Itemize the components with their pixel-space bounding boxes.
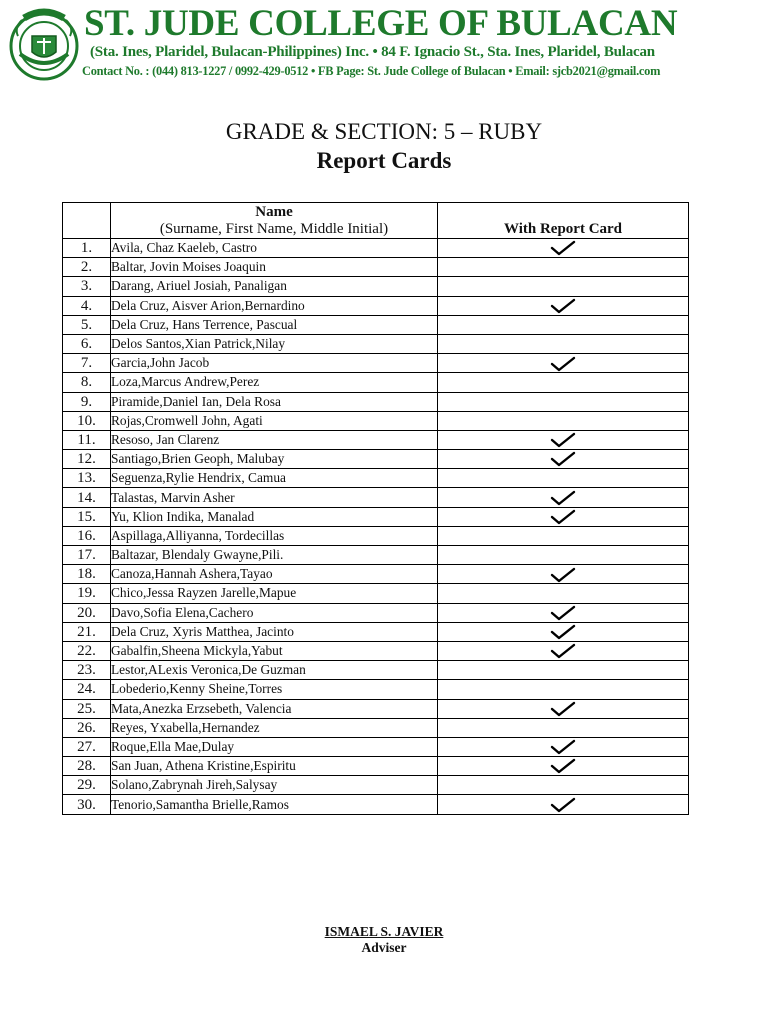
checkmark-icon [550, 240, 576, 256]
row-number: 2. [63, 258, 111, 277]
report-card-status [438, 315, 689, 334]
report-card-status [438, 699, 689, 718]
row-number: 7. [63, 354, 111, 373]
student-roster-table [62, 202, 689, 815]
row-number: 13. [63, 469, 111, 488]
checkmark-icon [550, 797, 576, 813]
report-card-status [438, 277, 689, 296]
row-number: 1. [63, 239, 111, 258]
report-card-status [438, 392, 689, 411]
report-card-status [438, 258, 689, 277]
row-number: 19. [63, 584, 111, 603]
student-name: Lobederio,Kenny Sheine,Torres [111, 680, 438, 699]
table-row [63, 296, 689, 315]
report-title: Report Cards [316, 148, 452, 173]
row-number: 14. [63, 488, 111, 507]
report-card-status [438, 584, 689, 603]
student-name: Solano,Zabrynah Jireh,Salysay [111, 776, 438, 795]
table-row [63, 699, 689, 718]
report-card-status [438, 718, 689, 737]
report-card-status [438, 488, 689, 507]
student-name: Darang, Ariuel Josiah, Panaligan [111, 277, 438, 296]
report-card-status [438, 334, 689, 353]
row-number: 25. [63, 699, 111, 718]
student-name: Gabalfin,Sheena Mickyla,Yabut [111, 641, 438, 660]
report-card-status [438, 469, 689, 488]
student-name: Reyes, Yxabella,Hernandez [111, 718, 438, 737]
checkmark-icon [550, 356, 576, 372]
student-name: Aspillaga,Alliyanna, Tordecillas [111, 526, 438, 545]
row-number: 29. [63, 776, 111, 795]
student-name: Santiago,Brien Geoph, Malubay [111, 450, 438, 469]
checkmark-icon [550, 605, 576, 621]
row-number: 6. [63, 334, 111, 353]
table-row [63, 488, 689, 507]
student-name: Yu, Klion Indika, Manalad [111, 507, 438, 526]
row-number: 10. [63, 411, 111, 430]
row-number: 22. [63, 641, 111, 660]
student-name: Baltar, Jovin Moises Joaquin [111, 258, 438, 277]
checkmark-icon [550, 432, 576, 448]
student-name: Avila, Chaz Kaeleb, Castro [111, 239, 438, 258]
checkmark-icon [550, 643, 576, 659]
student-name: Piramide,Daniel Ian, Dela Rosa [111, 392, 438, 411]
table-row [63, 680, 689, 699]
row-number: 9. [63, 392, 111, 411]
adviser-name-text: ISMAEL S. JAVIER [324, 924, 444, 939]
row-number: 28. [63, 757, 111, 776]
student-name: Lestor,ALexis Veronica,De Guzman [111, 661, 438, 680]
report-card-status [438, 603, 689, 622]
student-name: Baltazar, Blendaly Gwayne,Pili. [111, 546, 438, 565]
row-number: 8. [63, 373, 111, 392]
row-number: 5. [63, 315, 111, 334]
student-name: Rojas,Cromwell John, Agati [111, 411, 438, 430]
row-number: 3. [63, 277, 111, 296]
student-name: Mata,Anezka Erzsebeth, Valencia [111, 699, 438, 718]
table-row [63, 737, 689, 756]
report-card-status [438, 526, 689, 545]
student-name: Garcia,John Jacob [111, 354, 438, 373]
table-row [63, 776, 689, 795]
report-card-status [438, 373, 689, 392]
name-column-header [111, 203, 438, 239]
report-card-status [438, 680, 689, 699]
row-number: 12. [63, 450, 111, 469]
report-card-status [438, 450, 689, 469]
student-name: Resoso, Jan Clarenz [111, 430, 438, 449]
table-row [63, 373, 689, 392]
table-row [63, 584, 689, 603]
student-name: Canoza,Hannah Ashera,Tayao [111, 565, 438, 584]
table-header-row [63, 203, 689, 239]
school-seal-icon [6, 6, 82, 82]
report-card-status [438, 546, 689, 565]
row-number: 4. [63, 296, 111, 315]
report-card-status [438, 622, 689, 641]
report-card-status [438, 430, 689, 449]
report-card-status [438, 296, 689, 315]
table-row [63, 526, 689, 545]
adviser-name [0, 924, 768, 940]
report-card-status [438, 737, 689, 756]
roster-body [63, 239, 689, 815]
table-row [63, 334, 689, 353]
table-row [63, 315, 689, 334]
table-row [63, 565, 689, 584]
row-number: 21. [63, 622, 111, 641]
student-name: Dela Cruz, Aisver Arion,Bernardino [111, 296, 438, 315]
table-row [63, 507, 689, 526]
table-row [63, 430, 689, 449]
table-row [63, 450, 689, 469]
table-row [63, 795, 689, 814]
row-number: 30. [63, 795, 111, 814]
name-header-format: (Surname, First Name, Middle Initial) [159, 221, 389, 237]
student-name: Talastas, Marvin Asher [111, 488, 438, 507]
student-name: Dela Cruz, Xyris Matthea, Jacinto [111, 622, 438, 641]
row-number: 26. [63, 718, 111, 737]
student-name: Roque,Ella Mae,Dulay [111, 737, 438, 756]
checkmark-icon [550, 701, 576, 717]
table-row [63, 641, 689, 660]
checkmark-icon [550, 567, 576, 583]
report-card-status [438, 354, 689, 373]
row-number: 16. [63, 526, 111, 545]
report-card-status [438, 239, 689, 258]
report-card-status [438, 757, 689, 776]
student-name: Loza,Marcus Andrew,Perez [111, 373, 438, 392]
number-column-header [63, 203, 111, 239]
table-row [63, 411, 689, 430]
school-address: (Sta. Ines, Plaridel, Bulacan-Philippines) Inc. • 84 F. Ignacio St., Sta. Ines, Plaridel, Bulacan [90, 44, 655, 60]
checkmark-icon [550, 739, 576, 755]
student-name: Delos Santos,Xian Patrick,Nilay [111, 334, 438, 353]
row-number: 27. [63, 737, 111, 756]
table-row [63, 354, 689, 373]
table-row [63, 392, 689, 411]
grade-section-title: GRADE & SECTION: 5 – RUBY [225, 119, 543, 144]
student-name: San Juan, Athena Kristine,Espiritu [111, 757, 438, 776]
table-row [63, 546, 689, 565]
row-number: 23. [63, 661, 111, 680]
table-row [63, 258, 689, 277]
report-card-status [438, 565, 689, 584]
table-row [63, 469, 689, 488]
checkmark-icon [550, 451, 576, 467]
student-name: Dela Cruz, Hans Terrence, Pascual [111, 315, 438, 334]
checkmark-icon [550, 490, 576, 506]
student-name: Davo,Sofia Elena,Cachero [111, 603, 438, 622]
report-card-status [438, 795, 689, 814]
table-row [63, 661, 689, 680]
checkmark-icon [550, 298, 576, 314]
row-number: 11. [63, 430, 111, 449]
school-name: ST. JUDE COLLEGE OF BULACAN [84, 3, 678, 44]
table-row [63, 603, 689, 622]
school-contact: Contact No. : (044) 813-1227 / 0992-429-0512 • FB Page: St. Jude College of Bulacan • Email: sjcb2021@gmail.com [82, 64, 661, 78]
checkmark-icon [550, 624, 576, 640]
table-row [63, 718, 689, 737]
table-row [63, 622, 689, 641]
table-row [63, 277, 689, 296]
row-number: 24. [63, 680, 111, 699]
table-row [63, 239, 689, 258]
student-name: Seguenza,Rylie Hendrix, Camua [111, 469, 438, 488]
report-card-status [438, 661, 689, 680]
report-card-status [438, 776, 689, 795]
student-name: Chico,Jessa Rayzen Jarelle,Mapue [111, 584, 438, 603]
letterhead [0, 0, 768, 100]
row-number: 17. [63, 546, 111, 565]
row-number: 20. [63, 603, 111, 622]
adviser-role: Adviser [361, 940, 407, 955]
student-name: Tenorio,Samantha Brielle,Ramos [111, 795, 438, 814]
report-card-status [438, 411, 689, 430]
row-number: 18. [63, 565, 111, 584]
report-card-column-header: With Report Card [438, 203, 689, 239]
checkmark-icon [550, 509, 576, 525]
report-card-status [438, 641, 689, 660]
report-card-status [438, 507, 689, 526]
row-number: 15. [63, 507, 111, 526]
table-row [63, 757, 689, 776]
checkmark-icon [550, 758, 576, 774]
name-header-label: Name [255, 204, 293, 220]
